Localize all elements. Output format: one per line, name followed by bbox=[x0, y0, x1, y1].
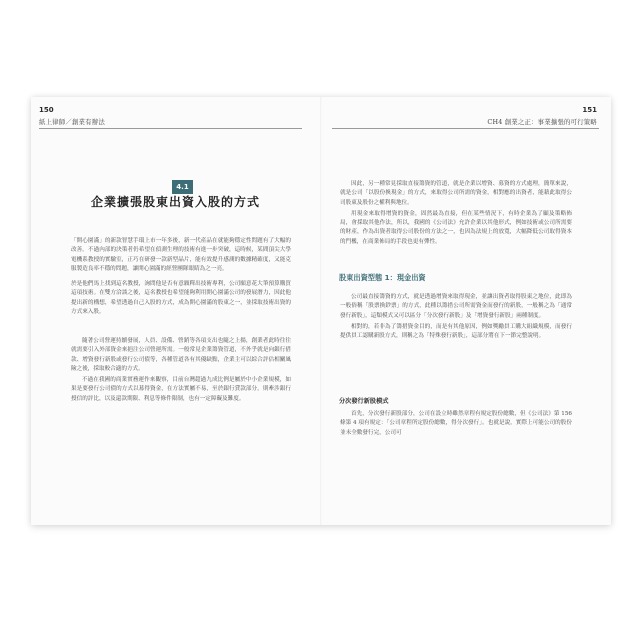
left-body-text bbox=[71, 337, 291, 406]
right-body-text-1 bbox=[340, 180, 572, 249]
left-page-number: 150 bbox=[39, 106, 54, 114]
chapter-title: 企業擴張股東出資入股的方式 bbox=[90, 195, 260, 209]
subheading: 分次發行新股模式 bbox=[339, 398, 389, 405]
body-paragraph: 首先，分次發行新股部分，公司在設立時雖然章程有規定股份總數，但《公司法》第 156 條第 4 項有規定：「公司章程所定股份總數，得分次發行」。也就是說，實際上可能公司的股份並未全數發行完，公司可 bbox=[340, 411, 572, 436]
left-running-title: 紙上律師／創業有辦法 bbox=[39, 118, 105, 126]
left-page bbox=[31, 97, 320, 525]
body-paragraph: 用現金來取得增資的資金，固然最為直接，但在某些情況下，有時企業為了顧及策略佈局，會採取其他作法，所以，我國的《公司法》允許企業以其他形式，例如技術或公司所需要的財產，作為出資者取得公司股份的方法之一，也因為法規上的放寬，大幅降低公司取得資本的門檻，在商業佈局的手段也更有彈性。 bbox=[340, 210, 572, 245]
right-page-number: 151 bbox=[582, 106, 597, 114]
body-paragraph: 因此，另一種常見採取直接籌資的管道，就是企業以增資、募資的方式處理，簡單來說，就是公司「以股份換現金」的方式，來取得公司所需的資金，相對應的出資者，能藉此取得公司股東及股份之權利與地位。 bbox=[340, 181, 572, 206]
body-paragraph: 隨著公司營運持續發展，人員、設備、營銷等各項支出也隨之上揚，創業者此時往往就需要引入外部資金來挹注公司營運所需。一般常見企業籌資管道，不外乎就是向銀行借款、增資發行新股或發行公司債等，各種管道各有其優缺點，企業主可以綜合評估相關風險之後，採取較合適的方式。 bbox=[71, 338, 291, 372]
right-body-text-2 bbox=[340, 293, 572, 343]
chapter-number-badge: 4.1 bbox=[172, 180, 193, 194]
left-header-rule bbox=[39, 128, 302, 129]
intro-paragraph: 「開心園滿」的新款智慧手環上市一年多後，新一代產品在就能夠穩定性問題有了大幅的改善。不過內部的決策者仍希望在偵測生理的技術有進一步突破，這時候，某間頂尖大學電機系教授的實驗室，正巧在研發一款新型晶片，能有效提升感測的數據精確度，又能克服製造良率不穩的問題，讓開心園滿的經營團隊眼睛為之一亮。 bbox=[71, 238, 291, 272]
body-paragraph: 不過在我國的商業實務運作來觀察，目前台灣超過九成比例是屬於中小企業規模，如果是要發行公司債的方式以募得資金，在方法實屬不易，至於銀行貸款部分，則牽涉銀行授信的評比，以及還款期限、利息等條件限制，也有一定障礙及難度。 bbox=[71, 377, 291, 402]
intro-story bbox=[71, 237, 291, 323]
right-header-rule bbox=[332, 128, 599, 129]
intro-paragraph: 於是他們馬上找到這名教授，詢問他是否有意願釋出技術專利，公司願意花大筆預算購買這項技術。在雙方洽談之後，這名教授也希望能夠利用開心園滿公司的發展潛力，因此他提出新的構想，希望透過自己入股的方式，成為開心園滿的股東之一，並採取技術出資的方式來入股。 bbox=[71, 281, 291, 316]
right-running-title: CH4 創業之正：事業擴張的可行策略 bbox=[487, 118, 597, 126]
body-paragraph: 公司最直接籌資的方式，就是透過增資來取得現金，並讓出資者取得股東之地位，此即為一般俗稱「股票換鈔票」的方式，此種以籌措公司所需資金而發行的新股，一般稱之為「通常發行新股」，這類模式又可以區分「分次發行新股」及「增資發行新股」兩種制度。 bbox=[340, 294, 572, 319]
body-paragraph: 相對的，若非為了籌措資金目的，而是有其他原因，例如獎勵員工購大組織規模，而發行提供員工認購新股方式，則稱之為「特殊發行新股」，這部分將在下一節完整說明。 bbox=[340, 323, 572, 340]
right-body-text-3 bbox=[340, 410, 572, 440]
right-page bbox=[322, 97, 611, 525]
section-heading: 股東出資型態 1：現金出資 bbox=[339, 273, 426, 282]
book-spread bbox=[31, 97, 611, 525]
